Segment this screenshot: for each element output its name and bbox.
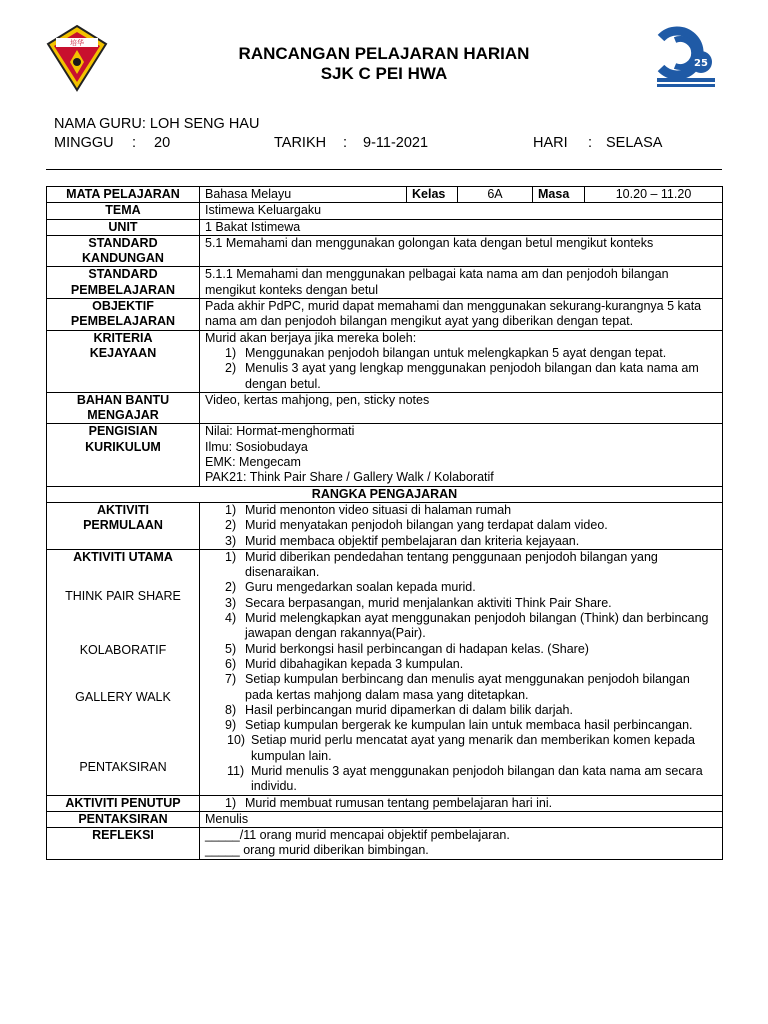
au-sub-kolaboratif: KOLABORATIF xyxy=(79,643,167,658)
row-unit xyxy=(47,219,723,235)
item-text: Murid diberikan pendedahan tentang penggunaan penjodoh bilangan yang disenaraikan. xyxy=(245,549,658,580)
guru-value: LOH SENG HAU xyxy=(149,116,260,132)
row-kriteria-kejayaan xyxy=(47,330,723,392)
item-number: 1) xyxy=(225,795,237,810)
item-text: Hasil perbincangan murid dipamerkan di dalam bilik darjah. xyxy=(245,702,573,717)
item-text: Menggunakan penjodoh bilangan untuk melengkapkan 5 ayat dengan tepat. xyxy=(245,345,667,360)
tarikh-sep: : xyxy=(343,135,348,151)
item-text: Murid dibahagikan kepada 3 kumpulan. xyxy=(245,656,464,671)
list-item xyxy=(205,518,717,533)
ref-label: REFLEKSI xyxy=(47,828,200,860)
pk-label-line2: KURIKULUM xyxy=(85,439,161,454)
tema-label: TEMA xyxy=(47,203,200,219)
hari-label: HARI xyxy=(533,135,568,151)
sk-label-line1: STANDARD xyxy=(88,235,158,250)
row-refleksi xyxy=(47,828,723,860)
au-label-cell xyxy=(47,549,200,795)
kelas-value: 6A xyxy=(458,187,533,203)
row-aktiviti-utama xyxy=(47,549,723,795)
sp-label xyxy=(47,267,200,299)
hari-sep: : xyxy=(588,135,593,151)
item-number: 3) xyxy=(225,595,237,610)
item-number: 2) xyxy=(225,361,237,376)
list-item xyxy=(205,672,717,703)
item-text: Setiap kumpulan bergerak ke kumpulan lain untuk membaca hasil perbincangan. xyxy=(245,718,693,733)
list-item xyxy=(205,796,717,811)
au-sub-gallery-walk: GALLERY WALK xyxy=(75,689,171,704)
ref-value xyxy=(200,828,723,860)
item-number: 11) xyxy=(227,763,245,778)
obj-label-line1: OBJEKTIF xyxy=(92,299,154,314)
ref-line2: _____ orang murid diberikan bimbingan. xyxy=(205,843,429,858)
lesson-plan-table xyxy=(46,186,723,860)
item-number: 1) xyxy=(225,549,237,564)
list-item xyxy=(205,657,717,672)
teacher-name-line xyxy=(54,116,259,132)
list-item xyxy=(205,733,717,764)
row-mata-pelajaran xyxy=(47,187,723,203)
list-item xyxy=(205,596,717,611)
row-aktiviti-penutup xyxy=(47,795,723,811)
masa-label: Masa xyxy=(533,187,585,203)
sp-label-line2: PEMBELAJARAN xyxy=(70,282,176,297)
minggu-value: 20 xyxy=(154,135,171,151)
ap-label xyxy=(47,502,200,549)
list-item xyxy=(205,703,717,718)
document-title: RANCANGAN PELAJARAN HARIAN xyxy=(238,44,530,63)
item-text: Setiap murid perlu mencatat ayat yang menarik dan memberikan komen kepada kumpulan lain. xyxy=(251,733,695,763)
tema-value: Istimewa Keluargaku xyxy=(200,203,723,219)
minggu-label: MINGGU xyxy=(54,135,114,151)
ref-line1: _____/11 orang murid mencapai objektif pembelajaran. xyxy=(205,828,510,843)
obj-label xyxy=(47,299,200,331)
guru-label: NAMA GURU: xyxy=(54,116,146,132)
kk-label xyxy=(47,330,200,392)
au-list xyxy=(205,550,717,795)
item-number: 2) xyxy=(225,580,237,595)
sk-label-line2: KANDUNGAN xyxy=(82,251,164,266)
sp-label-line1: STANDARD xyxy=(88,267,158,282)
rangka-heading: RANGKA PENGAJARAN xyxy=(47,486,723,502)
item-number: 9) xyxy=(225,718,237,733)
pent-label: PENTAKSIRAN xyxy=(47,811,200,827)
bbm-label xyxy=(47,392,200,424)
tarikh-label: TARIKH xyxy=(274,135,327,151)
item-number: 1) xyxy=(225,502,237,517)
pent-value: Menulis xyxy=(200,811,723,827)
item-number: 5) xyxy=(225,641,237,656)
kelas-label: Kelas xyxy=(407,187,458,203)
school-name: SJK C PEI HWA xyxy=(320,64,448,83)
minggu-sep: : xyxy=(132,135,137,151)
item-text: Setiap kumpulan berbincang dan menulis ayat menggunakan penjodoh bilangan pada kertas mahjong dalam masa yang ditetapkan. xyxy=(245,672,690,702)
item-text: Murid membaca objektif pembelajaran dan kriteria kejayaan. xyxy=(245,533,580,548)
kk-label-line2: KEJAYAAN xyxy=(89,345,157,360)
row-objektif xyxy=(47,299,723,331)
bbm-value: Video, kertas mahjong, pen, sticky notes xyxy=(200,392,723,424)
row-standard-kandungan xyxy=(47,235,723,267)
apt-value xyxy=(200,795,723,811)
tarikh-value: 9-11-2021 xyxy=(363,135,429,151)
logo-25-text: 25 xyxy=(694,58,708,69)
kk-list xyxy=(205,346,717,392)
unit-label: UNIT xyxy=(47,219,200,235)
apt-list xyxy=(205,796,717,811)
row-aktiviti-permulaan xyxy=(47,502,723,549)
list-item xyxy=(205,361,717,392)
row-rangka-pengajaran xyxy=(47,486,723,502)
item-number: 7) xyxy=(225,672,237,687)
pk-nilai: Nilai: Hormat-menghormati xyxy=(205,424,355,439)
sp-value: 5.1.1 Memahami dan menggunakan pelbagai kata nama am dan penjodoh bilangan mengikut konteks dengan betul xyxy=(200,267,723,299)
ap-label-line2: PERMULAAN xyxy=(83,518,163,533)
item-text: Murid menyatakan penjodoh bilangan yang terdapat dalam video. xyxy=(245,518,608,533)
item-number: 4) xyxy=(225,611,237,626)
mata-label: MATA PELAJARAN xyxy=(47,187,200,203)
au-sub-pentaksiran: PENTAKSIRAN xyxy=(79,760,167,775)
item-text: Murid menonton video situasi di halaman rumah xyxy=(245,502,512,517)
row-pentaksiran xyxy=(47,811,723,827)
list-item xyxy=(205,718,717,733)
item-number: 10) xyxy=(227,733,246,748)
item-text: Murid membuat rumusan tentang pembelajaran hari ini. xyxy=(245,795,553,810)
list-item xyxy=(205,642,717,657)
svg-text:培华: 培华 xyxy=(70,39,84,47)
unit-value: 1 Bakat Istimewa xyxy=(200,219,723,235)
pk-label-line1: PENGISIAN xyxy=(88,424,158,439)
list-item xyxy=(205,534,717,549)
kk-label-line1: KRITERIA xyxy=(93,330,153,345)
au-sub-think-pair-share: THINK PAIR SHARE xyxy=(65,589,181,604)
item-number: 3) xyxy=(225,533,237,548)
apt-label: AKTIVITI PENUTUP xyxy=(47,795,200,811)
item-text: Murid menulis 3 ayat menggunakan penjodoh bilangan dan kata nama am secara individu. xyxy=(251,763,703,794)
pk-label xyxy=(47,424,200,486)
list-item xyxy=(205,503,717,518)
au-value xyxy=(200,549,723,795)
obj-value: Pada akhir PdPC, murid dapat memahami dan menggunakan sekurang-kurangnya 5 kata nama am dan penjodoh bilangan mengikut ayat yang diberikan dengan tepat. xyxy=(200,299,723,331)
pk-emk: EMK: Mengecam xyxy=(205,455,301,470)
item-text: Murid berkongsi hasil perbincangan di hadapan kelas. (Share) xyxy=(245,641,589,656)
ap-value xyxy=(200,502,723,549)
list-item xyxy=(205,346,717,361)
row-standard-pembelajaran xyxy=(47,267,723,299)
pk-pak21: PAK21: Think Pair Share / Gallery Walk / Kolaboratif xyxy=(205,470,494,485)
list-item xyxy=(205,580,717,595)
list-item xyxy=(205,550,717,581)
bbm-label-line1: BAHAN BANTU xyxy=(76,392,170,407)
sk-value: 5.1 Memahami dan menggunakan golongan kata dengan betul mengikut konteks xyxy=(200,235,723,267)
item-number: 8) xyxy=(225,702,237,717)
item-text: Guru mengedarkan soalan kepada murid. xyxy=(245,580,476,595)
item-number: 1) xyxy=(225,345,237,360)
mata-value: Bahasa Melayu xyxy=(200,187,407,203)
pk-ilmu: Ilmu: Sosiobudaya xyxy=(205,439,308,454)
header-divider xyxy=(46,169,722,170)
item-text: Menulis 3 ayat yang lengkap menggunakan penjodoh bilangan dan kata nama am dengan betul. xyxy=(245,361,699,391)
ap-label-line1: AKTIVITI xyxy=(96,502,150,517)
item-number: 6) xyxy=(225,656,237,671)
item-text: Murid melengkapkan ayat menggunakan penjodoh bilangan (Think) dan berbincang jawapan dengan rakannya(Pair). xyxy=(245,611,709,641)
item-text: Secara berpasangan, murid menjalankan aktiviti Think Pair Share. xyxy=(245,595,612,610)
obj-label-line2: PEMBELAJARAN xyxy=(70,314,176,329)
row-pengisian-kurikulum xyxy=(47,424,723,486)
row-bahan-bantu xyxy=(47,392,723,424)
row-tema xyxy=(47,203,723,219)
list-item xyxy=(205,764,717,795)
au-label: AKTIVITI UTAMA xyxy=(73,549,173,564)
kk-value xyxy=(200,330,723,392)
pk-value xyxy=(200,424,723,486)
sk-label xyxy=(47,235,200,267)
kk-intro: Murid akan berjaya jika mereka boleh: xyxy=(205,330,417,345)
bbm-label-line2: MENGAJAR xyxy=(87,408,159,423)
ap-list xyxy=(205,503,717,549)
masa-value: 10.20 – 11.20 xyxy=(585,187,723,203)
hari-value: SELASA xyxy=(606,135,663,151)
list-item xyxy=(205,611,717,642)
item-number: 2) xyxy=(225,518,237,533)
